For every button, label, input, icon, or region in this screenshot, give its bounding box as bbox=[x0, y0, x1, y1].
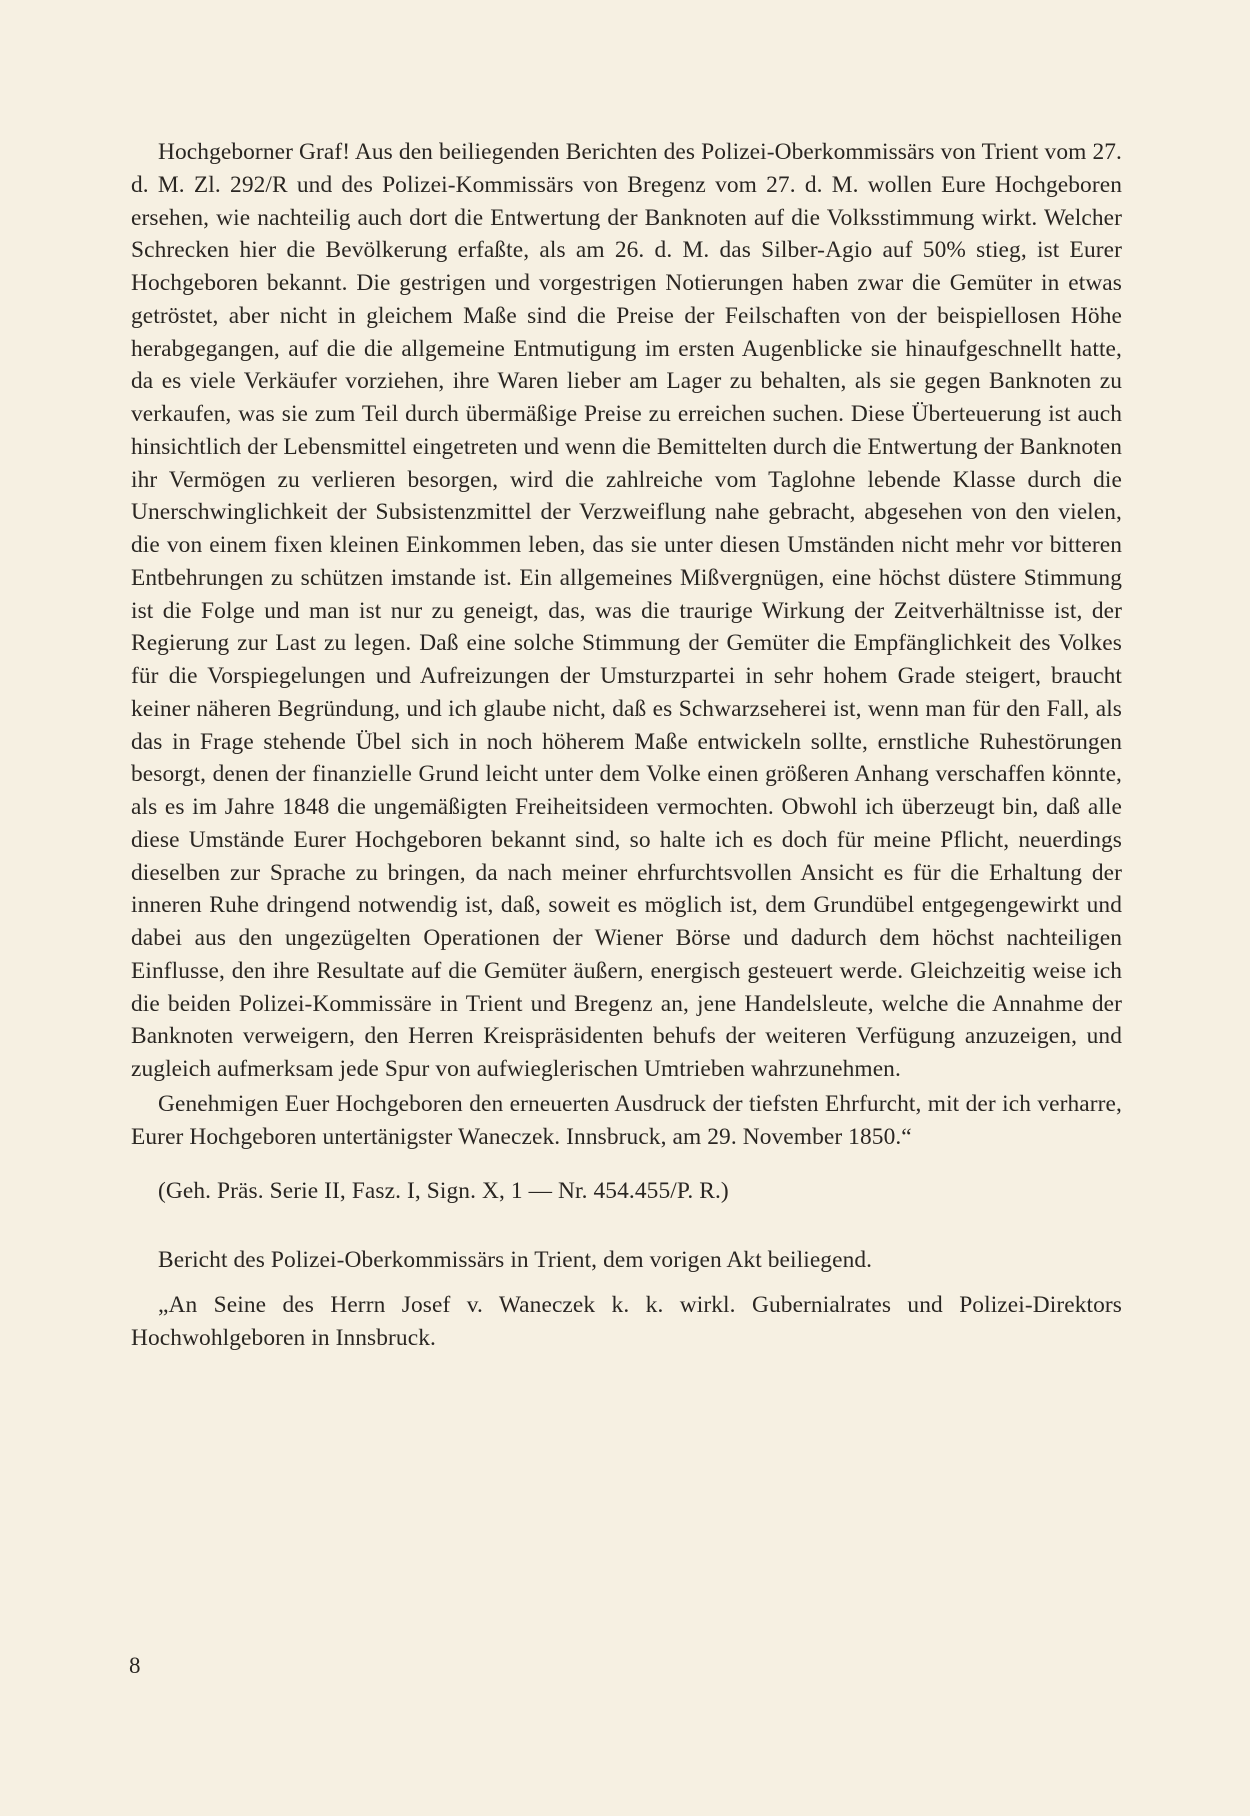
document-body bbox=[131, 136, 1122, 1354]
letter-paragraph-closing: Genehmigen Euer Hochgeboren den erneuerten Ausdruck der tiefsten Ehrfurcht, mit der ich verharre, Eurer Hochgeboren untertänigster Waneczek. Innsbruck, am 29. November 1850.“ bbox=[131, 1090, 1122, 1150]
letter-paragraph-main: Hochgeborner Graf! Aus den beiliegenden Berichten des Polizei-Oberkommissärs von Trient vom 27. d. M. Zl. 292/R und des Polizei-Kommissärs von Bregenz vom 27. d. M. wollen Eure Hochgeboren ersehen, wie nachteilig auch dort die Entwertung der Banknoten auf die Volksstimmung wirkt. Welcher Schrecken hier die Bevölkerung erfaßte, als am 26. d. M. das Silber-Agio auf 50% stieg, ist Eurer Hochgeboren bekannt. Die gestrigen und vorgestrigen Notierungen haben zwar die Gemüter in etwas getröstet, aber nicht in gleichem Maße sind die Preise der Feilschaften von der beispiellosen Höhe herabgegangen, auf die die allgemeine Entmutigung im ersten Augenblicke sie hinaufgeschnellt hatte, da es viele Verkäufer vorziehen, ihre Waren lieber am Lager zu behalten, als sie gegen Banknoten zu verkaufen, was sie zum Teil durch übermäßige Preise zu erreichen suchen. Diese Überteuerung ist auch hinsichtlich der Lebensmittel eingetreten und wenn die Bemittelten durch die Entwertung der Banknoten ihr Vermögen zu verlieren besorgen, wird die zahlreiche vom Taglohne lebende Klasse durch die Unerschwinglichkeit der Subsistenzmittel der Verzweiflung nahe gebracht, abgesehen von den vielen, die von einem fixen kleinen Einkommen leben, das sie unter diesen Umständen nicht mehr vor bitteren Entbehrungen zu schützen imstande ist. Ein allgemeines Mißvergnügen, eine höchst düstere Stimmung ist die Folge und man ist nur zu geneigt, das, was die traurige Wirkung der Zeitverhältnisse ist, der Regierung zur Last zu legen. Daß eine solche Stimmung der Gemüter die Empfänglichkeit des Volkes für die Vorspiegelungen und Aufreizungen der Umsturzpartei in sehr hohem Grade steigert, braucht keiner näheren Begründung, und ich glaube nicht, daß es Schwarzseherei ist, wenn man für den Fall, als das in Frage stehende Übel sich in noch höherem Maße entwickeln sollte, ernstliche Ruhestörungen besorgt, denen der finanzielle Grund leicht unter dem Volke einen größeren Anhang verschaffen könnte, als es im Jahre 1848 die ungemäßigten Freiheitsideen vermochten. Obwohl ich überzeugt bin, daß alle diese Umstände Eurer Hochgeboren bekannt sind, so halte ich es doch für meine Pflicht, neuerdings dieselben zur Sprache zu bringen, da nach meiner ehrfurchtsvollen Ansicht es für die Erhaltung der inneren Ruhe dringend notwendig ist, daß, soweit es möglich ist, dem Grundübel entgegengewirkt und dabei aus den ungezügelten Operationen der Wiener Börse und dadurch dem höchst nachteiligen Einflusse, den ihre Resultate auf die Gemüter äußern, energisch gesteuert werde. Gleichzeitig weise ich die beiden Polizei-Kommissäre in Trient und Bregenz an, jene Handelsleute, welche die Annahme der Banknoten verweigern, den Herren Kreispräsidenten behufs der weiteren Verfügung anzuzeigen, und zugleich aufmerksam jede Spur von aufwieglerischen Umtrieben wahrzunehmen. bbox=[131, 139, 1122, 1082]
report-heading: Bericht des Polizei-Oberkommissärs in Trient, dem vorigen Akt beiliegend. bbox=[158, 1247, 873, 1273]
address-line: „An Seine des Herrn Josef v. Waneczek k. k. wirkl. Gubernialrates und Polizei-Direktors Hochwohlgeboren in Innsbruck. bbox=[131, 1291, 1122, 1351]
archive-citation: (Geh. Präs. Serie II, Fasz. I, Sign. X, 1 — Nr. 454.455/P. R.) bbox=[158, 1178, 729, 1205]
page-number: 8 bbox=[129, 1653, 141, 1678]
